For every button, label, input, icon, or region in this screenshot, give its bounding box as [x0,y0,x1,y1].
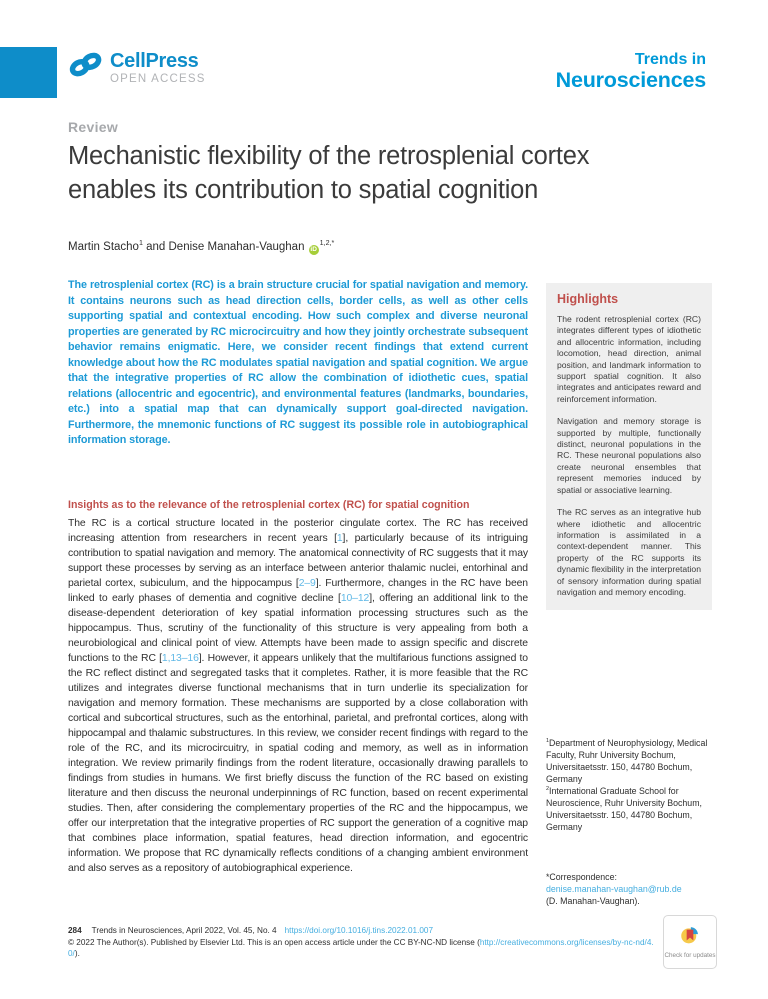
page-footer [68,925,660,960]
author-line [68,241,334,255]
text-run: ]. However, it appears unlikely that the multifarious functions assigned to the RC reflect distinct and segregated tasks that it completes. Rather, it is more feasible that the RC utilizes and integrates diverse functional mechanisms that in turn underlie its specialization for navigation and memory formation. These mechanisms are supported by a close collaboration with cortical and subcortical structures, such as the entorhinal, parietal, and prefrontal cortices, along with hippocampal and thalamic substructures. In this review, we consider recent findings with regard to the role of the RC, and its microcircuitry, in spatial coding and memory, as well as in information integration. We review primarily findings from the rodent literature, occasionally drawing parallels to findings from studies in humans. We first briefly discuss the function of the RC based on existing literature and then discuss the neuronal underpinnings of RC function, based on recent experimental studies. Then, after considering the complementary properties of the RC and the hippocampus, we offer our interpretation that the integrative properties of RC support the generation of a cognitive map that combines place information, spatial features, head direction information, and egocentric information. We propose that RC dynamically reflects conditions of a changing ambient environment and also serves as a repository of autobiographical experience. [68,653,528,874]
open-access-label: OPEN ACCESS [110,73,206,85]
text-run: 1 [546,738,550,745]
check-for-updates-badge[interactable] [663,915,717,969]
journal-title-line2: Neurosciences [555,68,706,92]
page-number: 284 [68,926,82,935]
highlight-paragraph: The rodent retrosplenial cortex (RC) integrates different types of idiothetic and allocentric information, including locomotion, head direction, animal position, and landmark information to support spatial cognition. It also integrates and anticipates reward and reinforcement information. [557,314,701,404]
article-type-kicker: Review [68,119,119,135]
text-run: 1,2,* [319,239,335,248]
text-run: ). [74,949,80,958]
text-run: Trends in Neurosciences, April 2022, Vol. 45, No. 4 [91,926,277,935]
text-run: and Denise Manahan-Vaughan [142,241,308,253]
affiliation-2 [546,785,712,833]
page-header [68,50,706,92]
highlights-panel [546,283,712,610]
text-run: The RC is a cortical structure located in the posterior cingulate cortex. The RC has received increasing attention from researchers in recent years [ [68,518,528,544]
journal-title [556,50,706,92]
section-heading: Insights as to the relevance of the retrosplenial cortex (RC) for spatial cognition [68,499,470,511]
citation-link[interactable]: 10–12 [340,593,370,604]
text-run: ], particularly because of its intriguing contribution to spatial navigation and memory. The anatomical connectivity of RC suggests that it may support these processes by serving as an interface between anterior thalamic nuclei, entorhinal and parietal cortex, subiculum, and the hippocampus [ [68,533,528,589]
text-run: ], offering an additional link to the disease-dependent deterioration of key spatial information processing structures such as the hippocampus. Thus, scrutiny of the functionality of this structure is very appealing from both a neurobiological and clinical point of view. Attempts have been made to assign specific and discrete functions to the RC [ [68,593,528,664]
text-run: © 2022 The Author(s). Published by Elsevier Ltd. This is an open access article under the CC BY-NC-ND license ( [68,937,480,947]
text-run: (D. Manahan-Vaughan). [546,896,640,906]
footer-citation-line [68,925,660,937]
page-edge-tab [0,47,57,98]
crossmark-icon [680,925,700,950]
article-title [68,139,748,207]
article-title-line1: Mechanistic flexibility of the retrosplenial cortex [68,142,590,170]
abstract-text: The retrosplenial cortex (RC) is a brain structure crucial for spatial navigation and memory. It contains neurons such as head direction cells, border cells, as well as other cells supporting spatial and contextual encoding. How such complex and diverse neuronal properties are generated by RC microcircuitry and how they jointly orchestrate subsequent behavior remains enigmatic. Here, we consider recent findings that extend current knowledge about how the RC modulates spatial navigation and spatial cognition. We argue that the integrative properties of RC allow the combination of idiothetic cues, spatial relations (allocentric and egocentric), and environmental features (landmarks, boundaries, etc.) into a spatial map that can dynamically support goal-directed navigation. Furthermore, the mnemonic functions of RC suggest its possible role in autobiographical information storage. [68,279,528,446]
affiliations [546,737,712,833]
text-run: *Correspondence: [546,872,617,882]
text-run: 2 [546,786,550,793]
article-title-line2: enables its contribution to spatial cognition [68,176,539,204]
correspondence [546,871,712,907]
cellpress-logo-icon [68,50,104,85]
text-run: Department of Neurophysiology, Medical Faculty, Ruhr University Bochum, Universitaetsstr. 150, 44780 Bochum, Germany [546,738,708,784]
highlight-paragraph: The RC serves as an integrative hub where idiothetic and allocentric information is assimilated in a context-dependent manner. This property of the RC supports its dynamic flexibility in the interpretation of sensory information during spatial navigation and memory encoding. [557,507,701,597]
text-run: 1 [138,239,143,248]
orcid-icon[interactable]: iD [310,246,317,253]
text-run: ]. Furthermore, changes in the RC have been linked to early phases of dementia and cognitive decline [ [68,578,528,604]
publisher-name: CellPress [110,50,199,72]
hyperlink[interactable]: denise.manahan-vaughan@rub.de [546,884,682,894]
citation-link[interactable]: 2–9 [298,578,316,589]
hyperlink[interactable]: http://creativecommons.org/licenses/by-nc-nd/4.0/ [68,937,654,958]
text-run: International Graduate School for Neuroscience, Ruhr University Bochum, Universitaetsstr. 150, 44780 Bochum, Germany [546,786,702,832]
hyperlink[interactable]: https://doi.org/10.1016/j.tins.2022.01.007 [284,926,434,935]
citation-link[interactable]: 1,13–16 [161,653,199,664]
highlight-paragraph: Navigation and memory storage is supported by multiple, functionally distinct, neuronal populations in the RC. These neuronal populations also create neuronal ensembles that represent memories induced by spatial or associative learning. [557,416,701,495]
highlights-title: Highlights [557,292,619,306]
publisher-logo[interactable] [68,50,206,86]
affiliation-1 [546,737,712,785]
body-text [68,516,528,876]
citation-link[interactable]: 1 [336,533,343,544]
badge-label: Check for updates [664,952,716,959]
footer-license-line [68,937,660,960]
text-run: Martin Stacho [68,241,139,253]
journal-title-line1: Trends in [634,51,706,68]
